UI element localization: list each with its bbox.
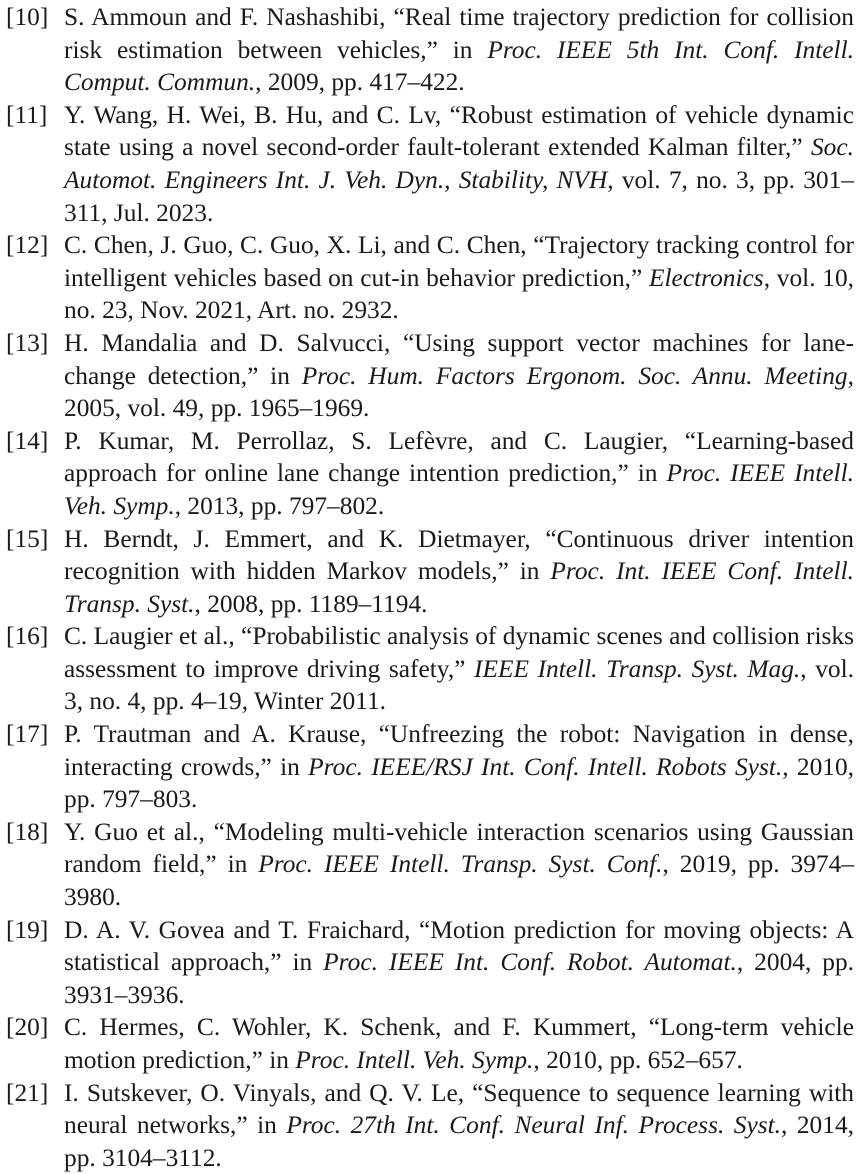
reference-number: [17] — [6, 720, 49, 749]
reference-text-segment: P. Kumar, M. Perrollaz, S. Lefèvre, and C. Laugier, “Learning-based approach for online lane change intention prediction,” in — [64, 426, 854, 488]
reference-venue: Proc. IEEE Int. Conf. Robot. Automat. — [323, 948, 737, 977]
reference-text-segment: P. Trautman and A. Krause, “Unfreezing the robot: Navigation in dense, interacting crowds,” in — [64, 720, 854, 781]
reference-text-segment: I. Sutskever, O. Vinyals, and Q. V. Le, “Sequence to sequence learning with neural networks,” in — [64, 1078, 854, 1140]
reference-venue: Proc. IEEE Intell. Transp. Syst. Conf. — [258, 850, 663, 879]
reference-venue: Proc. IEEE 5th Int. Conf. Intell. Comput. Commun. — [64, 35, 855, 97]
reference-entry — [6, 327, 854, 425]
reference-number: [13] — [6, 328, 49, 357]
reference-text-segment: H. Berndt, J. Emmert, and K. Dietmayer, “Continuous driver intention recognition with hidden Markov models,” in — [64, 524, 854, 586]
reference-text — [64, 914, 854, 1012]
reference-entry — [6, 425, 854, 523]
reference-text-segment: , 2008, pp. 1189–1194. — [194, 589, 428, 618]
reference-entry — [6, 718, 854, 816]
reference-text-segment: C. Laugier et al., “Probabilistic analysis of dynamic scenes and collision risks assessment to improve driving safety,” — [64, 622, 854, 683]
reference-text — [64, 523, 854, 621]
reference-text — [64, 1011, 854, 1076]
reference-text-segment: C. Chen, J. Guo, C. Guo, X. Li, and C. Chen, “Trajectory tracking control for intelligent vehicles based on cut-in behavior prediction,” — [64, 231, 854, 292]
reference-text-segment: , 2019, pp. 3974–3980. — [64, 850, 855, 912]
reference-text — [64, 816, 854, 914]
reference-venue: Proc. Intell. Veh. Symp. — [295, 1046, 534, 1074]
reference-number: [10] — [6, 3, 49, 31]
reference-number: [20] — [6, 1013, 49, 1042]
reference-venue: Electronics — [648, 263, 764, 292]
reference-entry — [6, 620, 854, 718]
reference-entry — [6, 229, 854, 327]
reference-text-segment: , 2005, vol. 49, pp. 1965–1969. — [64, 361, 854, 423]
reference-text — [64, 229, 854, 327]
reference-text-segment: D. A. V. Govea and T. Fraichard, “Motion prediction for moving objects: A statistical approach,” in — [64, 915, 854, 977]
reference-number: [11] — [6, 100, 48, 129]
reference-number: [16] — [6, 622, 49, 651]
reference-venue: IEEE Intell. Transp. Syst. Mag. — [474, 654, 801, 683]
reference-venue: Proc. Hum. Factors Ergonom. Soc. Annu. Meeting — [301, 361, 848, 390]
reference-text-segment: , 2014, pp. 3104–3112. — [64, 1111, 854, 1172]
reference-number: [19] — [6, 915, 49, 944]
reference-number: [18] — [6, 817, 49, 846]
reference-entry — [6, 523, 854, 621]
reference-number: [12] — [6, 231, 49, 260]
reference-text — [64, 1, 854, 99]
reference-venue: Proc. Int. IEEE Conf. Intell. Transp. Syst. — [64, 557, 854, 618]
reference-venue: Proc. 27th Int. Conf. Neural Inf. Process. Syst. — [286, 1111, 782, 1140]
reference-text-segment: , vol. 7, no. 3, pp. 301–311, Jul. 2023. — [64, 165, 854, 227]
reference-text — [64, 99, 854, 229]
reference-text-segment: Y. Guo et al., “Modeling multi-vehicle interaction scenarios using Gaussian random field,” in — [64, 817, 854, 879]
reference-entry — [6, 1, 854, 99]
reference-venue: Soc. Automot. Engineers Int. J. Veh. Dyn., Stability, NVH — [64, 133, 854, 194]
reference-entry — [6, 1011, 854, 1076]
reference-text-segment: , 2004, pp. 3931–3936. — [64, 948, 854, 1009]
reference-text — [64, 327, 854, 425]
reference-entry — [6, 816, 854, 914]
reference-text-segment: , vol. 10, no. 23, Nov. 2021, Art. no. 2932. — [64, 263, 855, 325]
reference-text-segment: , 2013, pp. 797–802. — [174, 491, 385, 520]
reference-venue: Proc. IEEE Intell. Veh. Symp. — [64, 459, 855, 520]
reference-text-segment: Y. Wang, H. Wei, B. Hu, and C. Lv, “Robust estimation of vehicle dynamic state using a novel second-order fault-tolerant extended Kalman filter,” — [64, 100, 854, 162]
reference-venue: Proc. IEEE/RSJ Int. Conf. Intell. Robots Syst. — [308, 752, 783, 781]
reference-entry — [6, 914, 854, 1012]
reference-text-segment: C. Hermes, C. Wohler, K. Schenk, and F. Kummert, “Long-term vehicle motion prediction,” in — [64, 1013, 854, 1074]
reference-entry — [6, 1077, 854, 1174]
reference-text-segment: S. Ammoun and F. Nashashibi, “Real time trajectory prediction for collision risk estimation between vehicles,” in — [64, 3, 854, 64]
reference-text — [64, 718, 854, 816]
reference-number: [21] — [6, 1078, 49, 1107]
reference-text-segment: , vol. 3, no. 4, pp. 4–19, Winter 2011. — [64, 654, 854, 716]
reference-number: [14] — [6, 426, 49, 455]
reference-text-segment: , 2010, pp. 797–803. — [64, 752, 855, 814]
reference-text — [64, 1077, 854, 1174]
reference-number: [15] — [6, 524, 49, 553]
reference-text-segment: , 2010, pp. 652–657. — [533, 1046, 743, 1074]
reference-text — [64, 425, 854, 523]
reference-entry — [6, 99, 854, 229]
reference-text-segment: , 2009, pp. 417–422. — [255, 68, 465, 97]
reference-text — [64, 620, 854, 718]
reference-text-segment: H. Mandalia and D. Salvucci, “Using support vector machines for lane-change detection,” in — [64, 328, 854, 390]
